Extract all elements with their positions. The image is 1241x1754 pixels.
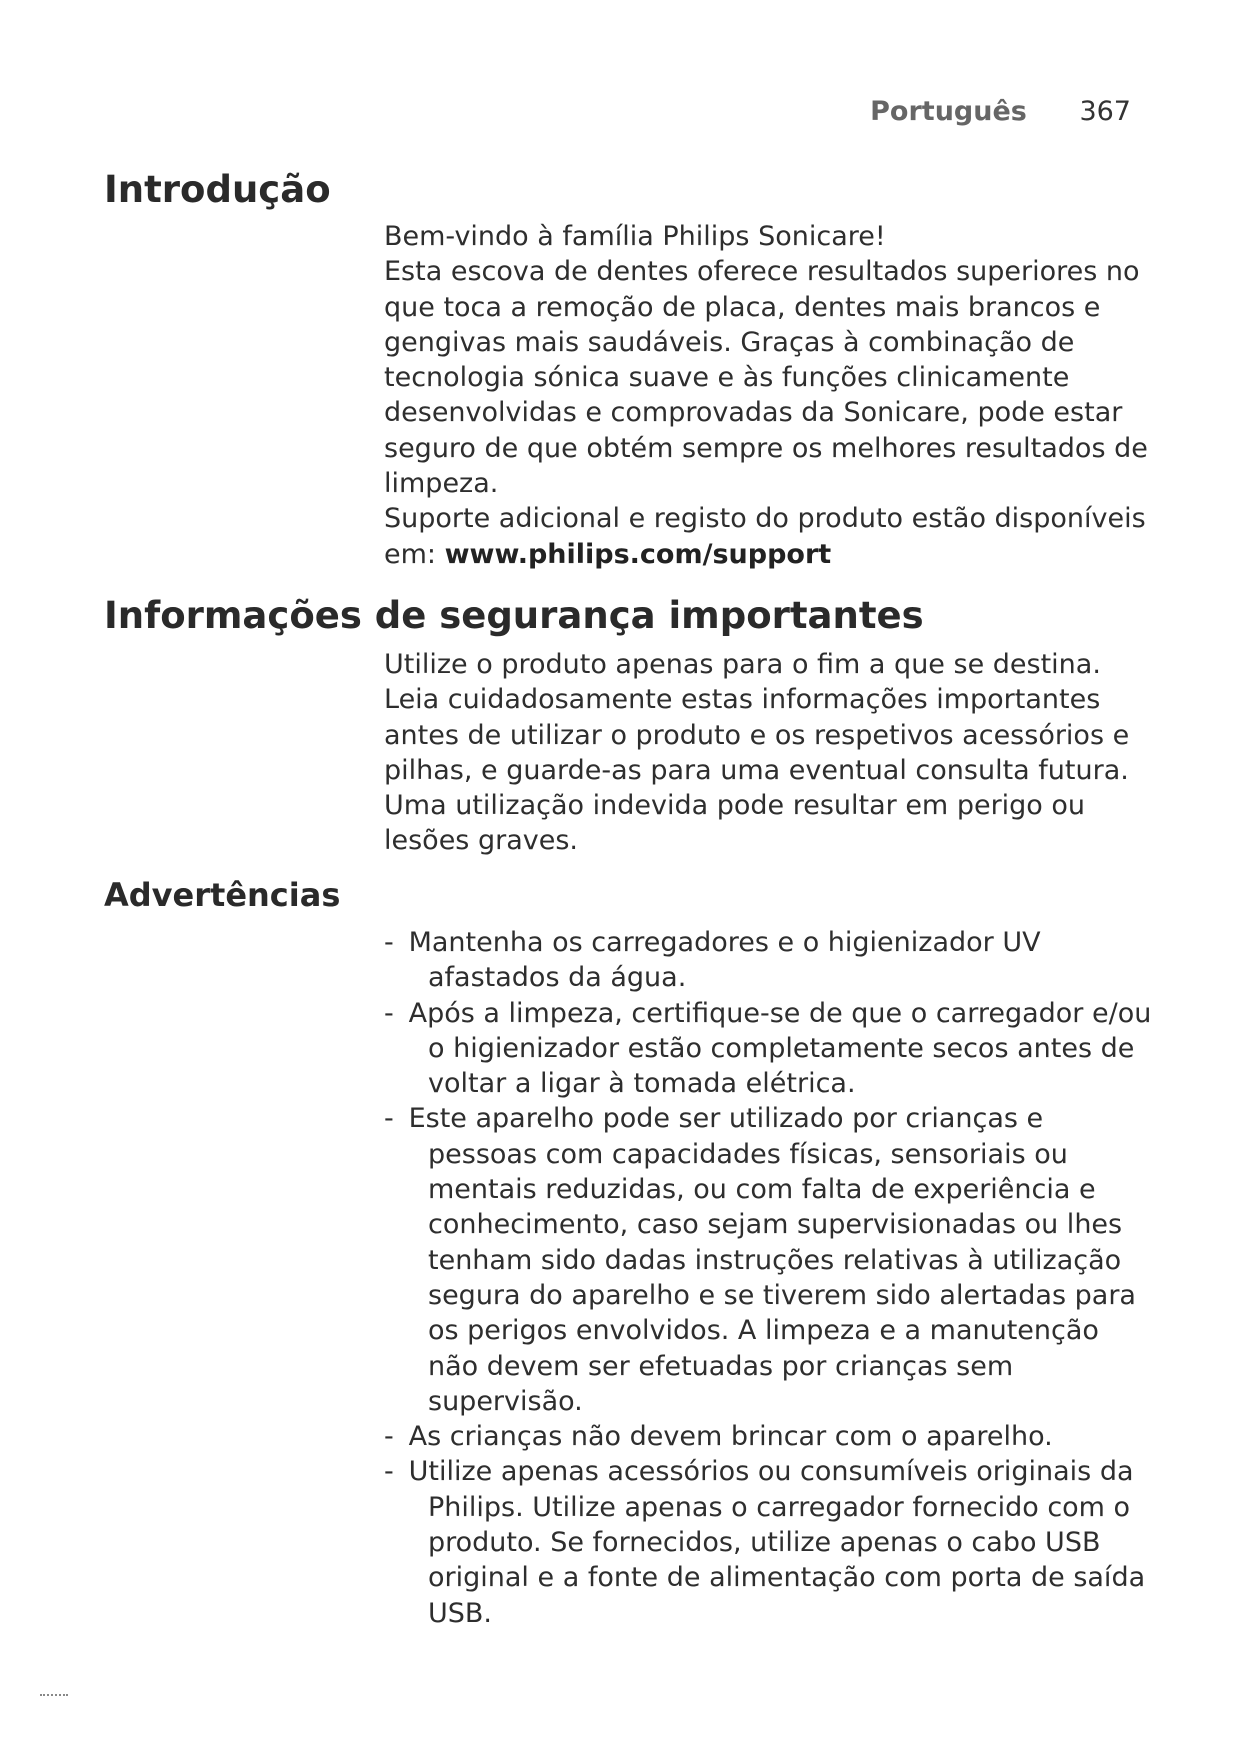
warnings-heading: Advertências	[104, 876, 341, 914]
bullet-dash: -	[384, 1103, 394, 1135]
support-url-link[interactable]: www.philips.com/support	[444, 538, 832, 570]
intro-welcome: Bem-vindo à família Philips Sonicare!	[384, 221, 886, 252]
warning-text: As crianças não devem brincar com o aparelho.	[408, 1421, 1053, 1453]
safety-body	[384, 647, 1154, 859]
intro-heading: Introdução	[104, 168, 331, 211]
bullet-dash: -	[384, 927, 394, 958]
safety-text: Utilize o produto apenas para o fim a que se destina. Leia cuidadosamente estas informações importantes antes de utilizar o produto e os respetivos acessórios e pilhas, e guarde-as para uma eventual consulta futura. Uma utilização indevida pode resultar em perigo ou lesões graves.	[384, 649, 1130, 857]
intro-support-text: Suporte adicional e registo do produto estão disponíveis em:	[384, 503, 1146, 570]
footer-mark	[40, 1694, 68, 1698]
intro-body	[384, 219, 1154, 572]
warning-item	[384, 925, 1154, 996]
warning-text: Após a limpeza, certifique-se de que o carregador e/ou o higienizador estão completamente secos antes de voltar a ligar à tomada elétrica.	[408, 997, 1152, 1100]
warning-item	[384, 1454, 1154, 1630]
warnings-list	[384, 925, 1154, 1631]
warning-text: Utilize apenas acessórios ou consumíveis originais da Philips. Utilize apenas o carregador fornecido com o produto. Se fornecidos, utilize apenas o cabo USB original e a fonte de alimentação com porta de saída USB.	[408, 1456, 1146, 1629]
safety-heading: Informações de segurança importantes	[104, 594, 924, 637]
warning-item	[384, 1101, 1154, 1419]
page-number: 367	[1079, 96, 1131, 127]
warning-item	[384, 1419, 1154, 1454]
page-header	[870, 98, 1131, 125]
warning-text: Mantenha os carregadores e o higienizador UV afastados da água.	[408, 927, 1041, 994]
warning-text: Este aparelho pode ser utilizado por crianças e pessoas com capacidades físicas, sensoriais ou mentais reduzidas, ou com falta de experiência e conhecimento, caso sejam supervisionadas ou lhes tenham sido dadas instruções relativas à utilização segura do aparelho e se tiverem sido alertadas para os perigos envolvidos. A limpeza e a manutenção não devem ser efetuadas por crianças sem supervisão.	[408, 1103, 1136, 1417]
language-label: Português	[870, 96, 1027, 127]
bullet-dash: -	[384, 1421, 394, 1453]
intro-description: Esta escova de dentes oferece resultados superiores no que toca a remoção de placa, dentes mais brancos e gengivas mais saudáveis. Graças à combinação de tecnologia sónica suave e às funções clinicamente desenvolvidas e comprovadas da Sonicare, pode estar seguro de que obtém sempre os melhores resultados de limpeza.	[384, 256, 1148, 500]
bullet-dash: -	[384, 1456, 394, 1488]
warning-item	[384, 996, 1154, 1102]
bullet-dash: -	[384, 997, 394, 1029]
intro-support	[384, 501, 1154, 572]
